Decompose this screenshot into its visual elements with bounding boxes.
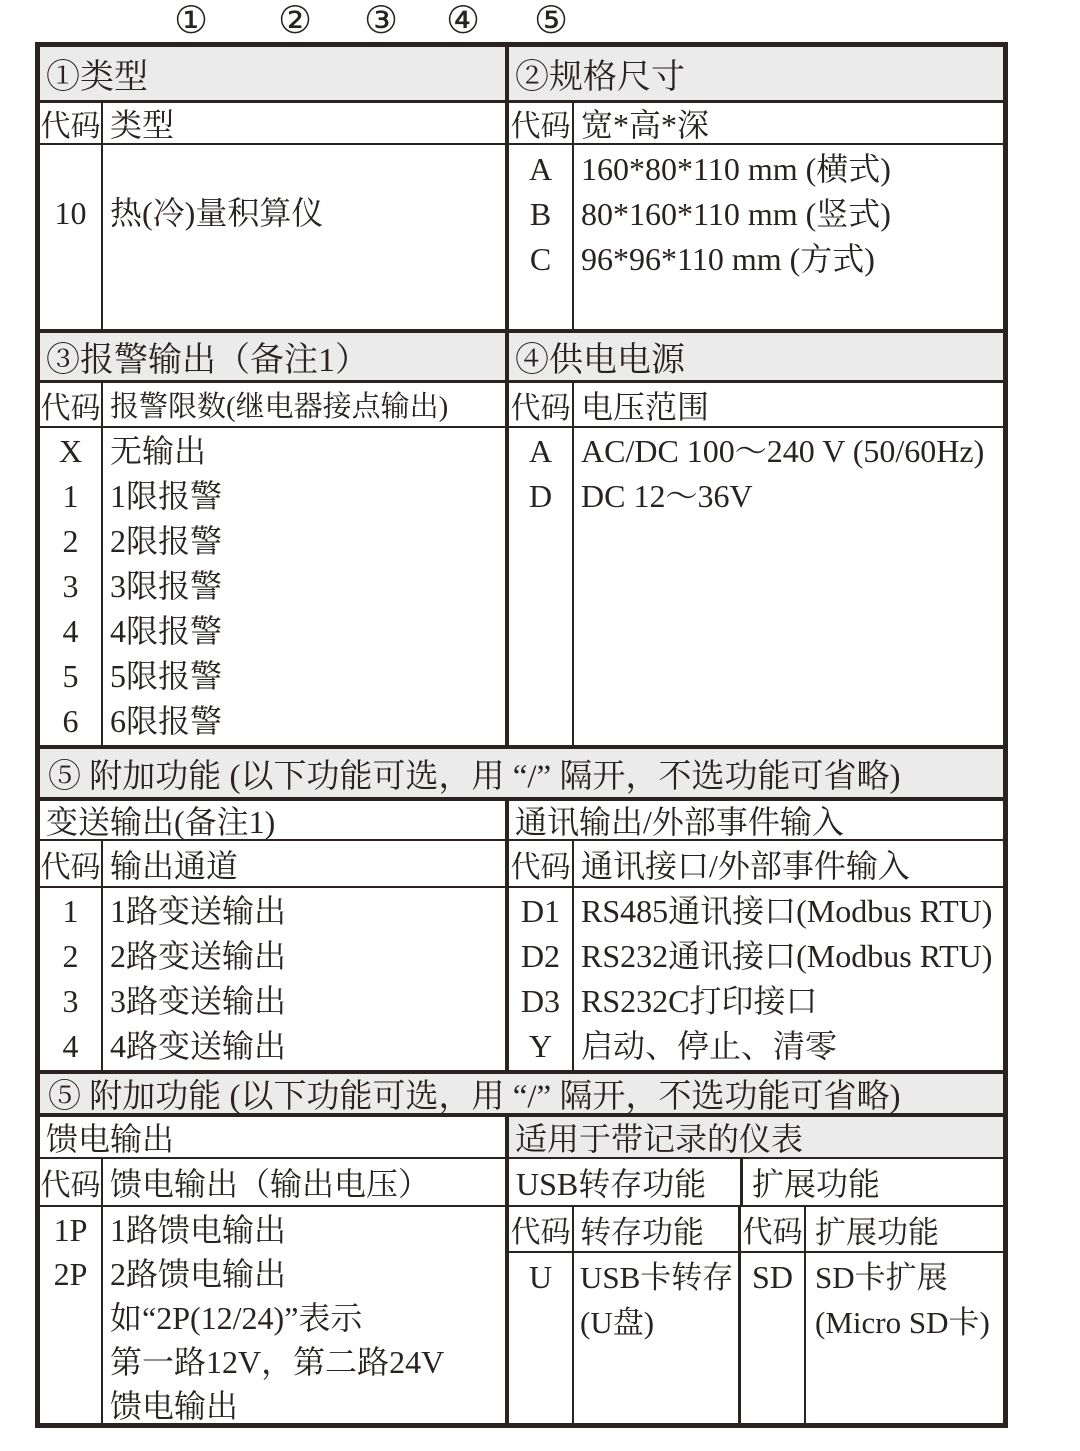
power-code-header: 代码: [509, 383, 574, 426]
transmit-comm-subheader: [40, 841, 1003, 888]
usb-desc-line: USB卡转存: [580, 1260, 734, 1295]
feed-line: 2路馈电输出: [110, 1256, 287, 1292]
alarm-power-body: [40, 428, 1003, 745]
marker-3: ③: [363, 0, 399, 42]
feed-code: 1P: [53, 1212, 88, 1248]
type-size-subheader: [40, 103, 1003, 145]
feed-record-body: [40, 1159, 1003, 1423]
feed-code: 2P: [53, 1256, 88, 1292]
alarm-desc: 2限报警: [110, 523, 223, 559]
transmit-code-cell: [40, 888, 103, 1070]
comm-desc: 启动、停止、清零: [581, 1028, 838, 1064]
usb-desc-header: 转存功能: [574, 1207, 741, 1251]
record-section-title: 适用于带记录的仪表: [515, 1121, 804, 1157]
alarm-desc-cell: [103, 428, 505, 745]
alarm-code: 6: [62, 703, 79, 739]
size-desc: 160*80*110 mm (横式): [581, 151, 891, 187]
alarm-section-title: ③报警输出（备注1）: [46, 342, 369, 379]
comm-code: D3: [520, 983, 561, 1019]
transmit-desc: 1路变送输出: [110, 893, 287, 929]
power-desc-header: 电压范围: [581, 388, 710, 425]
feed-line: 馈电输出: [110, 1388, 239, 1423]
type-row-desc: 热(冷)量积算仪: [110, 195, 324, 231]
ordering-code-table: [35, 42, 1008, 1428]
alarm-code-cell: [40, 428, 103, 745]
transmit-desc: 3路变送输出: [110, 983, 287, 1019]
transmit-desc: 4路变送输出: [110, 1028, 287, 1064]
feed-subheader: [40, 1159, 505, 1207]
alarm-code: 4: [62, 613, 79, 649]
power-desc: DC 12～36V: [581, 478, 753, 514]
size-code: B: [529, 196, 552, 232]
power-code: D: [528, 478, 553, 514]
alarm-desc: 4限报警: [110, 613, 223, 649]
alarm-code: 5: [62, 658, 79, 694]
expand-desc-line: SD卡扩展: [815, 1260, 948, 1295]
comm-desc-cell: [574, 888, 1003, 1070]
section-titles-feed-record: [40, 1117, 1003, 1159]
alarm-code-header: 代码: [40, 383, 103, 426]
type-row-code: 10: [54, 195, 87, 231]
usb-desc-line: (U盘): [580, 1305, 655, 1340]
feed-code-header: 代码: [40, 1159, 103, 1205]
size-code-header: 代码: [509, 103, 574, 143]
power-desc: AC/DC 100～240 V (50/60Hz): [581, 433, 985, 469]
transmit-section-title: 变送输出(备注1): [46, 804, 276, 840]
expand-desc-line: (Micro SD卡): [815, 1305, 990, 1340]
record-subheaders: [509, 1207, 1003, 1253]
alarm-power-subheader: [40, 383, 1003, 428]
marker-5: ⑤: [533, 0, 569, 42]
transmit-code: 2: [62, 938, 79, 974]
feed-desc-header: 馈电输出（输出电压）: [110, 1166, 431, 1202]
transmit-desc-cell: [103, 888, 505, 1070]
size-section-title: ②规格尺寸: [515, 59, 685, 96]
alarm-code: X: [58, 433, 83, 469]
usb-group-header: USB转存功能: [509, 1159, 743, 1205]
usb-code: U: [528, 1259, 553, 1295]
section-titles-alarm-power: [40, 329, 1003, 383]
feed-section-title: 馈电输出: [46, 1121, 175, 1157]
size-code: A: [528, 151, 553, 187]
alarm-desc-header: 报警限数(继电器接点输出): [110, 391, 449, 423]
size-desc: 80*160*110 mm (竖式): [581, 196, 891, 232]
expand-desc-cell: [806, 1253, 1003, 1423]
comm-code: D2: [520, 938, 561, 974]
extra-functions-band-1: ⑤ 附加功能 (以下功能可选，用 “/” 隔开，不选功能可省略): [40, 745, 1003, 801]
type-desc-header: 类型: [110, 107, 175, 143]
alarm-code: 1: [62, 478, 79, 514]
comm-desc-header: 通讯接口/外部事件输入: [581, 847, 910, 884]
comm-code-cell: [509, 888, 574, 1070]
extra-functions-band-2: ⑤ 附加功能 (以下功能可选，用 “/” 隔开，不选功能可省略): [40, 1070, 1003, 1117]
model-code-markers: [0, 0, 1080, 42]
comm-code-header: 代码: [509, 841, 574, 886]
type-desc-cell: [103, 145, 505, 329]
comm-section-title: 通讯输出/外部事件输入: [515, 804, 844, 840]
comm-code: D1: [520, 893, 561, 929]
comm-desc: RS232C打印接口: [581, 983, 818, 1019]
alarm-code: 2: [62, 523, 79, 559]
size-desc-header: 宽*高*深: [581, 107, 710, 143]
size-desc-cell: [574, 145, 1003, 329]
record-body: [509, 1253, 1003, 1423]
alarm-desc: 1限报警: [110, 478, 223, 514]
expand-desc-header: 扩展功能: [815, 1214, 939, 1250]
section-titles-transmit-comm: [40, 801, 1003, 841]
alarm-desc: 5限报警: [110, 658, 223, 694]
expand-code-cell: [741, 1253, 806, 1423]
alarm-desc: 无输出: [110, 433, 207, 469]
comm-desc: RS485通讯接口(Modbus RTU): [581, 893, 993, 929]
feed-line: 第一路12V，第二路24V: [110, 1344, 445, 1380]
size-code: C: [529, 241, 552, 277]
power-code-cell: [509, 428, 574, 745]
marker-2: ②: [277, 0, 313, 42]
section-titles-type-size: [40, 47, 1003, 103]
alarm-desc: 6限报警: [110, 703, 223, 739]
feed-line: 如“2P(12/24)”表示: [110, 1300, 363, 1336]
power-code: A: [528, 433, 553, 469]
type-section-title: ①类型: [46, 59, 148, 96]
size-code-cell: [509, 145, 574, 329]
expand-code: SD: [752, 1259, 793, 1295]
size-desc: 96*96*110 mm (方式): [581, 241, 875, 277]
transmit-desc-header: 输出通道: [110, 847, 239, 884]
marker-4: ④: [445, 0, 481, 42]
type-code-header: 代码: [40, 103, 103, 143]
transmit-code: 4: [62, 1028, 79, 1064]
expand-code-header: 代码: [741, 1207, 806, 1251]
marker-1: ①: [173, 0, 209, 42]
alarm-desc: 3限报警: [110, 568, 223, 604]
feed-body: [40, 1207, 505, 1423]
expand-group-header: 扩展功能: [752, 1166, 881, 1202]
type-code-cell: [40, 145, 103, 329]
feed-code-cell: [40, 1207, 103, 1423]
type-size-body: [40, 145, 1003, 329]
transmit-code: 3: [62, 983, 79, 1019]
feed-desc-cell: [103, 1207, 505, 1423]
usb-code-cell: [509, 1253, 574, 1423]
comm-desc: RS232通讯接口(Modbus RTU): [581, 938, 993, 974]
transmit-code-header: 代码: [40, 841, 103, 886]
power-section-title: ④供电电源: [515, 342, 685, 379]
power-desc-cell: [574, 428, 1003, 745]
transmit-comm-body: [40, 888, 1003, 1070]
transmit-desc: 2路变送输出: [110, 938, 287, 974]
feed-line: 1路馈电输出: [110, 1212, 287, 1248]
comm-code: Y: [528, 1028, 553, 1064]
usb-desc-cell: [574, 1253, 741, 1423]
transmit-code: 1: [62, 893, 79, 929]
alarm-code: 3: [62, 568, 79, 604]
record-group-headers: [509, 1159, 1003, 1207]
usb-code-header: 代码: [509, 1207, 574, 1251]
